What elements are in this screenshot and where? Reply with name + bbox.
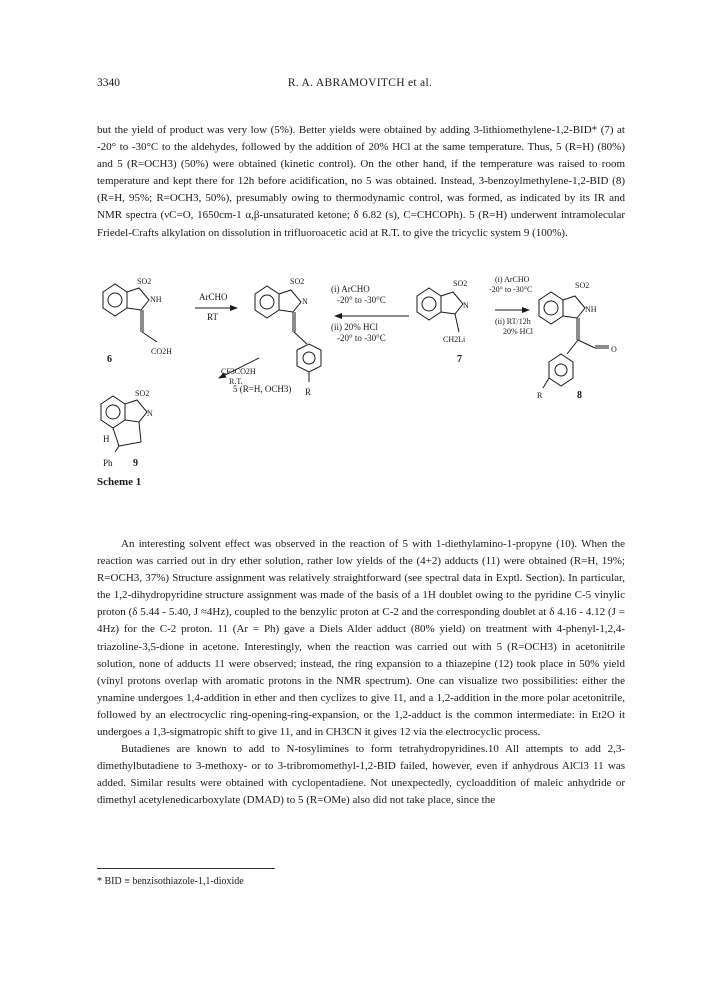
cpd6-co2h: CO2H xyxy=(151,347,172,356)
compound-7 xyxy=(417,288,463,332)
arrow1-condition: RT xyxy=(207,312,218,322)
arrow3-step2: (ii) RT/12h xyxy=(495,317,531,326)
paragraph-1 xyxy=(97,122,625,242)
compound-6-number: 6 xyxy=(107,354,112,365)
cpd7-n: N xyxy=(463,301,469,310)
arrow3-acid: 20% HCl xyxy=(503,327,533,336)
cpd8-nh: NH xyxy=(585,305,597,314)
arrow3-step1: (i) ArCHO xyxy=(495,275,530,284)
arrow2-temp2: -20° to -30°C xyxy=(337,333,386,343)
compound-8-number: 8 xyxy=(577,390,582,401)
footnote-rule xyxy=(97,868,275,869)
cpd9-ph: Ph xyxy=(103,458,113,468)
paragraph-1-text: but the yield of product was very low (5%). Better yields were obtained by adding 3-lithiomethylene-1,2-BID* (7) at -20° to -30°C to the aldehydes, followed by the addition of 20% HCl at the same temperature. Thus, 5 (R=H) (80%) and 5 (R=OCH3) (50%) were obtained (kinetic control). On the other hand, if the temperature was raised to room temperature and kept there for 12h before acidification, no 5 was obtained. Instead, 3-benzoylmethylene-1,2-BID (8) (R=H, 95%; R=OCH3, 50%), presumably owing to thermodynamic control, was formed, as indicated by its IR and NMR spectra (νC=O, 1650cm-1 α,β-unsaturated ketone; δ 6.82 (s), C=CHCOPh). 5 (R=H) underwent intramolecular Friedel-Crafts alkylation on dissolution in trifluoroacetic acid at R.T. to give the tricyclic system 9 (100%). xyxy=(97,124,625,239)
footnote: * BID ≡ benzisothiazole-1,1-dioxide xyxy=(97,876,244,887)
page-number: 3340 xyxy=(97,77,120,89)
paragraph-2 xyxy=(97,536,625,810)
running-title: R. A. ABRAMOVITCH et al. xyxy=(287,77,433,89)
cpd7-ch2li: CH2Li xyxy=(443,335,466,344)
compound-5 xyxy=(255,286,321,382)
cpd6-so2: SO2 xyxy=(137,277,152,286)
paragraph-2-text: An interesting solvent effect was observed in the reaction of 5 with 1-diethylamino-1-propyne (10). When the reaction was carried out in dry ether solution, rather low yields of the (4+2) adducts (11) were obtained (R=H, 19%; R=OCH3, 37%) Structure assignment was relatively straightforward (see spectral data in Exptl. Section). In particular, the 1,2-dihydropyridine structure assignment was made of the basis of a 1H doublet owing to the pyridine C-5 vinylic proton (δ 5.44 - 5.40, J ≈4Hz), coupled to the benzylic proton at C-2 and the corresponding doublet at δ 4.16 - 4.12 (J = 4Hz) for the C-2 proton. 11 (Ar = Ph) gave a Diels Alder adduct (80% yield) on treatment with 4-phenyl-1,2,4-triazoline-3,5-dione in acetone. Interestingly, when the reaction was carried out with 5 (R=OCH3) in acetonitrile solution, none of adducts 11 were observed; instead, the ring expansion to a thiazepine (12) took place in 50% yield (vinyl protons overlap with aromatic protons in the NMR spectrum). One can visualize two possibilities: either the ynamine undergoes 1,4-addition in ether and then cyclizes to give 11, and a 1,2-addition in the more polar acetonitrile, followed by an electrocyclic ring-opening-ring-expansion, or the 1,2-adduct is the common intermediate: in Et2O it undergoes a 1,3-sigmatropic shift to give 11, and in CH3CN it gives 12 via the electrocyclic process. xyxy=(97,538,625,739)
compound-8 xyxy=(539,292,609,388)
reaction-scheme xyxy=(97,270,627,470)
cpd5-r: R xyxy=(305,387,312,397)
cpd7-so2: SO2 xyxy=(453,279,468,288)
compound-6 xyxy=(103,284,157,342)
arrow2-step1: (i) ArCHO xyxy=(331,284,370,294)
scheme-drawing xyxy=(97,270,627,470)
arrow4-reagent: CF3CO2H xyxy=(221,367,256,376)
compound-9-number: 9 xyxy=(133,458,138,469)
compound-5-label: 5 (R=H, OCH3) xyxy=(233,384,292,394)
cpd8-so2: SO2 xyxy=(575,281,590,290)
compound-7-number: 7 xyxy=(457,354,462,365)
cpd5-n: N xyxy=(302,297,308,306)
cpd8-o: O xyxy=(611,345,617,354)
cpd9-h: H xyxy=(103,434,110,444)
arrow2-temp1: -20° to -30°C xyxy=(337,295,386,305)
arrow1-reagent: ArCHO xyxy=(199,292,228,302)
paragraph-3-text: Butadienes are known to add to N-tosylimines to form tetrahydropyridines.10 All attempts to add 2,3-dimethylbutadiene to 3-methoxy- or to 3-tribromomethyl-1,2-BID failed, however, even if anhydrous AlCl3 11 was added. Similar results were obtained with cyclopentadiene. Not unexpectedly, cycloaddition of maleic anhydride or dimethyl acetylenedicarboxylate (DMAD) to 5 (R=OMe) also did not take place, since the xyxy=(97,743,625,807)
arrow3-temp1: -20° to -30°C xyxy=(489,285,533,294)
cpd9-so2: SO2 xyxy=(135,389,150,398)
cpd8-r: R xyxy=(537,391,543,400)
cpd5-so2: SO2 xyxy=(290,277,305,286)
arrow4-condition: R.T. xyxy=(229,377,243,386)
cpd9-n: N xyxy=(147,409,153,418)
scheme-caption: Scheme 1 xyxy=(97,476,142,488)
cpd6-nh: NH xyxy=(150,295,162,304)
arrow2-step2: (ii) 20% HCl xyxy=(331,322,378,332)
